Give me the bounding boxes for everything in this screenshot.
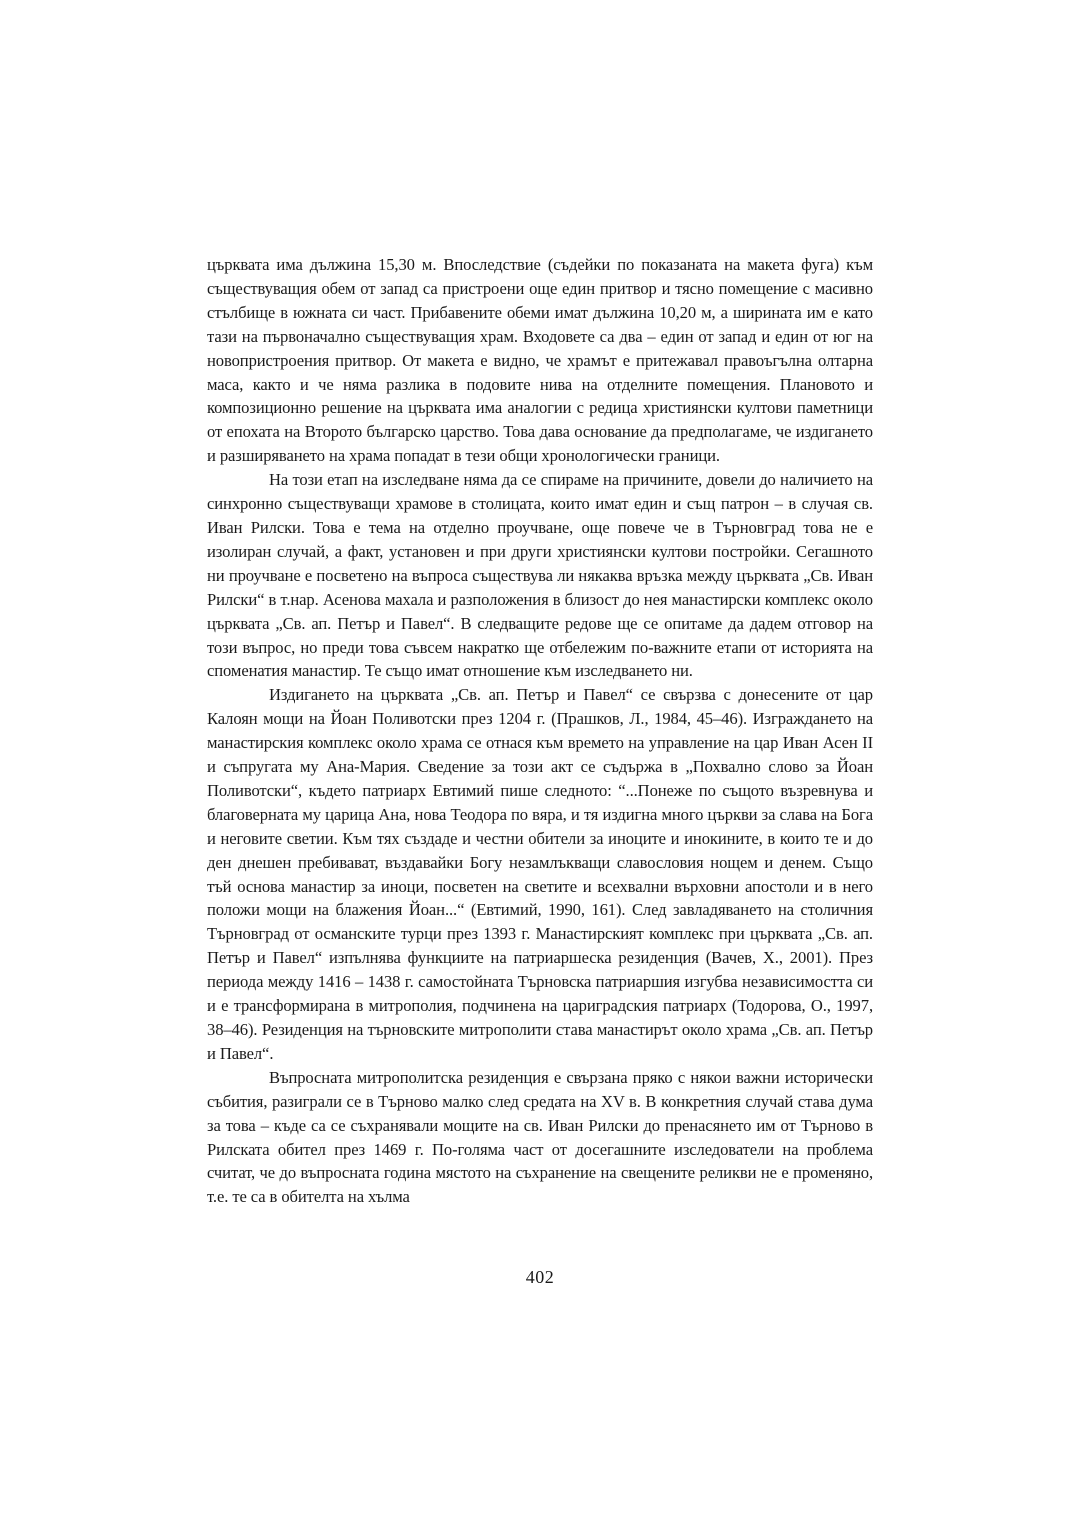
paragraph-3: Издигането на църквата „Св. ап. Петър и Павел“ се свързва с донесените от цар Калоян мощи на Йоан Поливотски през 1204 г. (Прашков, Л., 1984, 45–46). Изграждането на манастирския комплекс около храма се отнася към времето на управление на цар Иван Асен II и съпругата му Ана-Мария. Сведение за този акт се съдържа в „Похвално слово за Йоан Поливотски“, където патриарх Евтимий пише следното: “...Понеже по същото възревнува и благоверната му царица Ана, нова Теодора по вяра, и тя издигна много църкви за слава на Бога и неговите светии. Към тях създаде и честни обители за иноците и инокините, в които те и до ден днешен пребивават, въздавайки Богу незамлъкващи славословия нощем и денем. Също тъй основа манастир за иноци, посветен на светите и всехвални върховни апостоли и в него положи мощи на блажения Йоан...“ (Евтимий, 1990, 161). След завладяването на столичния Търновград от османските турци през 1393 г. Манастирският комплекс при църквата „Св. ап. Петър и Павел“ изпълнява функциите на патриаршеска резиденция (Вачев, Х., 2001). През периода между 1416 – 1438 г. самостойната Търновска патриаршия изгубва независимостта си и е трансформирана в митрополия, подчинена на цариградския патриарх (Тодорова, О., 1997, 38–46). Резиденция на търновските митрополити става манастирът около храма „Св. ап. Петър и Павел“.: [207, 685, 873, 1063]
page-body: [207, 253, 873, 1209]
paragraph-1: църквата има дължина 15,30 м. Впоследствие (съдейки по показаната на макета фуга) към съществуващия обем от запад са пристроени още един притвор и тясно помещение с масивно стълбище в южната си част. Прибавените обеми имат дължина 10,20 м, а ширината им е като тази на първоначално съществуващия храм. Входовете са два – един от запад и един от юг на новопристроения притвор. От макета е видно, че храмът е притежавал правоъгълна олтарна маса, както и че няма разлика в подовите нива на отделните помещения. Плановото и композиционно решение на църквата има аналогии с редица християнски култови паметници от епохата на Второто българско царство. Това дава основание да предполагаме, че издигането и разширяването на храма попадат в тези общи хронологически граници.: [207, 255, 873, 466]
paragraph-2: На този етап на изследване няма да се спираме на причините, довели до наличието на синхронно съществуващи храмове в столицата, които имат един и същ патрон – в случая св. Иван Рилски. Това е тема на отделно проучване, още повече че в Търновград това не е изолиран случай, а факт, установен и при други християнски култови постройки. Сегашното ни проучване е посветено на въпроса съществува ли някаква връзка между църквата „Св. Иван Рилски“ в т.нар. Асенова махала и разположения в близост до нея манастирски комплекс около църквата „Св. ап. Петър и Павел“. В следващите редове ще се опитаме да дадем отговор на този въпрос, но преди това съвсем накратко ще отбележим по-важните етапи от историята на споменатия манастир. Те също имат отношение към изследването ни.: [207, 470, 873, 681]
page-number: 402: [525, 1267, 555, 1287]
paragraph-4: Въпросната митрополитска резиденция е свързана пряко с някои важни исторически събития, разиграли се в Търново малко след средата на XV в. В конкретния случай става дума за това – къде са се съхранявали мощите на св. Иван Рилски до пренасянето им от Търново в Рилската обител през 1469 г. По-голяма част от досегашните изследователи на проблема считат, че до въпросната година мястото на съхранение на свещените реликви не е променяно, т.е. те са в обителта на хълма: [207, 1067, 873, 1207]
